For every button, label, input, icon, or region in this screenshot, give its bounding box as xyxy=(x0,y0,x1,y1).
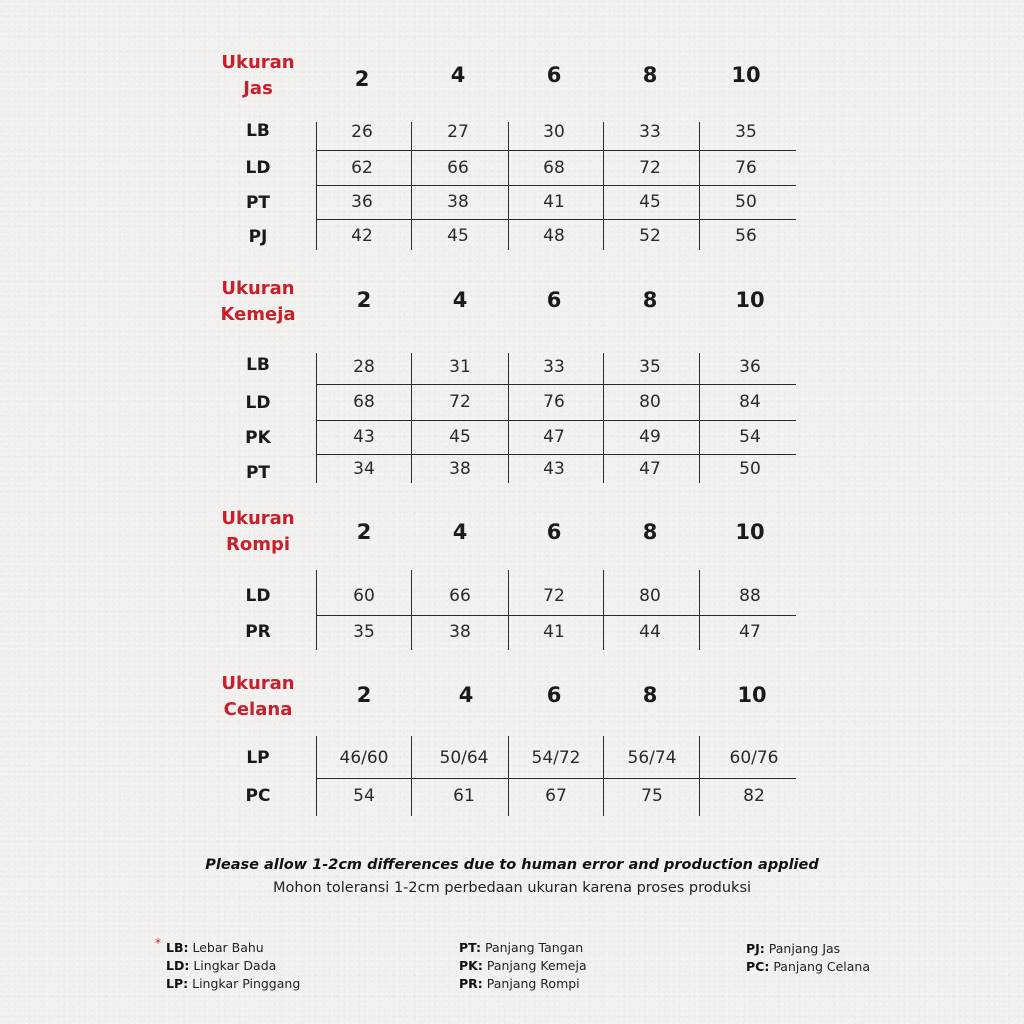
grid-line xyxy=(316,150,796,151)
row-label: LD xyxy=(245,393,271,413)
row-label: LB xyxy=(246,121,270,141)
table-cell: 62 xyxy=(351,158,373,178)
table-cell: 72 xyxy=(639,158,661,178)
size-header: 8 xyxy=(642,520,658,544)
table-cell: 35 xyxy=(639,357,661,377)
size-header: 2 xyxy=(356,683,372,707)
table-cell: 38 xyxy=(449,459,471,479)
grid-line xyxy=(316,185,796,186)
table-cell: 50 xyxy=(739,459,761,479)
size-header: 6 xyxy=(546,288,562,312)
table-cell: 75 xyxy=(641,786,663,806)
legend-column xyxy=(746,940,870,976)
size-header: 4 xyxy=(452,288,468,312)
table-cell: 34 xyxy=(353,459,375,479)
table-cell: 72 xyxy=(543,586,565,606)
size-header: 10 xyxy=(735,520,765,544)
table-cell: 35 xyxy=(353,622,375,642)
table-cell: 41 xyxy=(543,192,565,212)
size-header: 2 xyxy=(356,288,372,312)
table-cell: 47 xyxy=(639,459,661,479)
size-header: 8 xyxy=(642,63,658,87)
table-cell: 43 xyxy=(353,427,375,447)
legend-item: LD: Lingkar Dada xyxy=(166,958,277,973)
size-header: 6 xyxy=(546,683,562,707)
table-cell: 68 xyxy=(353,392,375,412)
table-cell: 33 xyxy=(639,122,661,142)
row-label: PJ xyxy=(248,227,268,247)
table-title: Ukuran Jas xyxy=(221,52,295,99)
legend-item: PT: Panjang Tangan xyxy=(459,940,584,955)
table-cell: 76 xyxy=(735,158,757,178)
size-header: 2 xyxy=(354,67,370,91)
size-header: 4 xyxy=(452,520,468,544)
table-cell: 47 xyxy=(739,622,761,642)
table-cell: 33 xyxy=(543,357,565,377)
tolerance-note-english: Please allow 1-2cm differences due to human error and production applied xyxy=(205,857,819,873)
table-cell: 54/72 xyxy=(531,748,581,768)
table-cell: 26 xyxy=(351,122,373,142)
table-cell: 82 xyxy=(743,786,765,806)
table-cell: 41 xyxy=(543,622,565,642)
legend-item: LP: Lingkar Pinggang xyxy=(166,976,301,991)
table-cell: 46/60 xyxy=(339,748,389,768)
table-cell: 54 xyxy=(353,786,375,806)
table-cell: 38 xyxy=(447,192,469,212)
table-cell: 36 xyxy=(739,357,761,377)
table-cell: 66 xyxy=(447,158,469,178)
grid-line xyxy=(316,420,796,421)
table-cell: 47 xyxy=(543,427,565,447)
table-cell: 80 xyxy=(639,586,661,606)
table-cell: 76 xyxy=(543,392,565,412)
table-cell: 84 xyxy=(739,392,761,412)
legend-item: PK: Panjang Kemeja xyxy=(459,958,587,973)
grid-line xyxy=(699,570,700,650)
size-header: 8 xyxy=(642,288,658,312)
row-label: PT xyxy=(245,463,271,483)
table-cell: 56/74 xyxy=(627,748,677,768)
legend-column xyxy=(459,939,587,993)
table-cell: 43 xyxy=(543,459,565,479)
size-header: 8 xyxy=(642,683,658,707)
table-cell: 88 xyxy=(739,586,761,606)
size-header: 10 xyxy=(735,288,765,312)
grid-line xyxy=(316,384,796,385)
table-title: Ukuran Rompi xyxy=(221,508,295,555)
grid-line xyxy=(316,219,796,220)
size-header: 10 xyxy=(731,63,761,87)
row-label: LB xyxy=(246,355,270,375)
size-header: 4 xyxy=(450,63,466,87)
table-cell: 50 xyxy=(735,192,757,212)
legend-item: LB: Lebar Bahu xyxy=(166,940,264,955)
row-label: PC xyxy=(245,786,271,806)
table-title: Ukuran Celana xyxy=(221,673,295,720)
table-cell: 50/64 xyxy=(439,748,489,768)
tolerance-note-indonesian: Mohon toleransi 1-2cm perbedaan ukuran karena proses produksi xyxy=(272,880,752,896)
size-header: 10 xyxy=(737,683,767,707)
table-cell: 67 xyxy=(545,786,567,806)
table-cell: 38 xyxy=(449,622,471,642)
row-label: LD xyxy=(245,586,271,606)
table-cell: 42 xyxy=(351,226,373,246)
table-cell: 28 xyxy=(353,357,375,377)
legend-item: PR: Panjang Rompi xyxy=(459,976,580,991)
table-cell: 48 xyxy=(543,226,565,246)
legend-marker: * xyxy=(155,936,161,950)
size-header: 6 xyxy=(546,520,562,544)
row-label: PR xyxy=(245,622,271,642)
row-label: LD xyxy=(245,158,271,178)
table-cell: 27 xyxy=(447,122,469,142)
legend-item: PC: Panjang Celana xyxy=(746,959,870,974)
table-cell: 45 xyxy=(639,192,661,212)
table-cell: 68 xyxy=(543,158,565,178)
table-cell: 72 xyxy=(449,392,471,412)
row-label: PT xyxy=(245,193,271,213)
table-cell: 31 xyxy=(449,357,471,377)
table-cell: 30 xyxy=(543,122,565,142)
table-cell: 36 xyxy=(351,192,373,212)
size-header: 4 xyxy=(458,683,474,707)
table-cell: 44 xyxy=(639,622,661,642)
size-header: 2 xyxy=(356,520,372,544)
row-label: PK xyxy=(245,428,271,448)
table-cell: 66 xyxy=(449,586,471,606)
table-cell: 54 xyxy=(739,427,761,447)
table-title: Ukuran Kemeja xyxy=(220,278,296,325)
table-cell: 60/76 xyxy=(729,748,779,768)
table-cell: 49 xyxy=(639,427,661,447)
table-cell: 60 xyxy=(353,586,375,606)
grid-line xyxy=(316,615,796,616)
table-cell: 80 xyxy=(639,392,661,412)
grid-line xyxy=(316,454,796,455)
table-cell: 61 xyxy=(453,786,475,806)
table-cell: 45 xyxy=(447,226,469,246)
table-cell: 45 xyxy=(449,427,471,447)
table-cell: 35 xyxy=(735,122,757,142)
legend-item: PJ: Panjang Jas xyxy=(746,941,841,956)
size-header: 6 xyxy=(546,63,562,87)
legend-column xyxy=(166,939,300,993)
row-label: LP xyxy=(246,748,270,768)
table-cell: 56 xyxy=(735,226,757,246)
grid-line xyxy=(316,778,796,779)
table-cell: 52 xyxy=(639,226,661,246)
grid-line xyxy=(699,353,700,483)
